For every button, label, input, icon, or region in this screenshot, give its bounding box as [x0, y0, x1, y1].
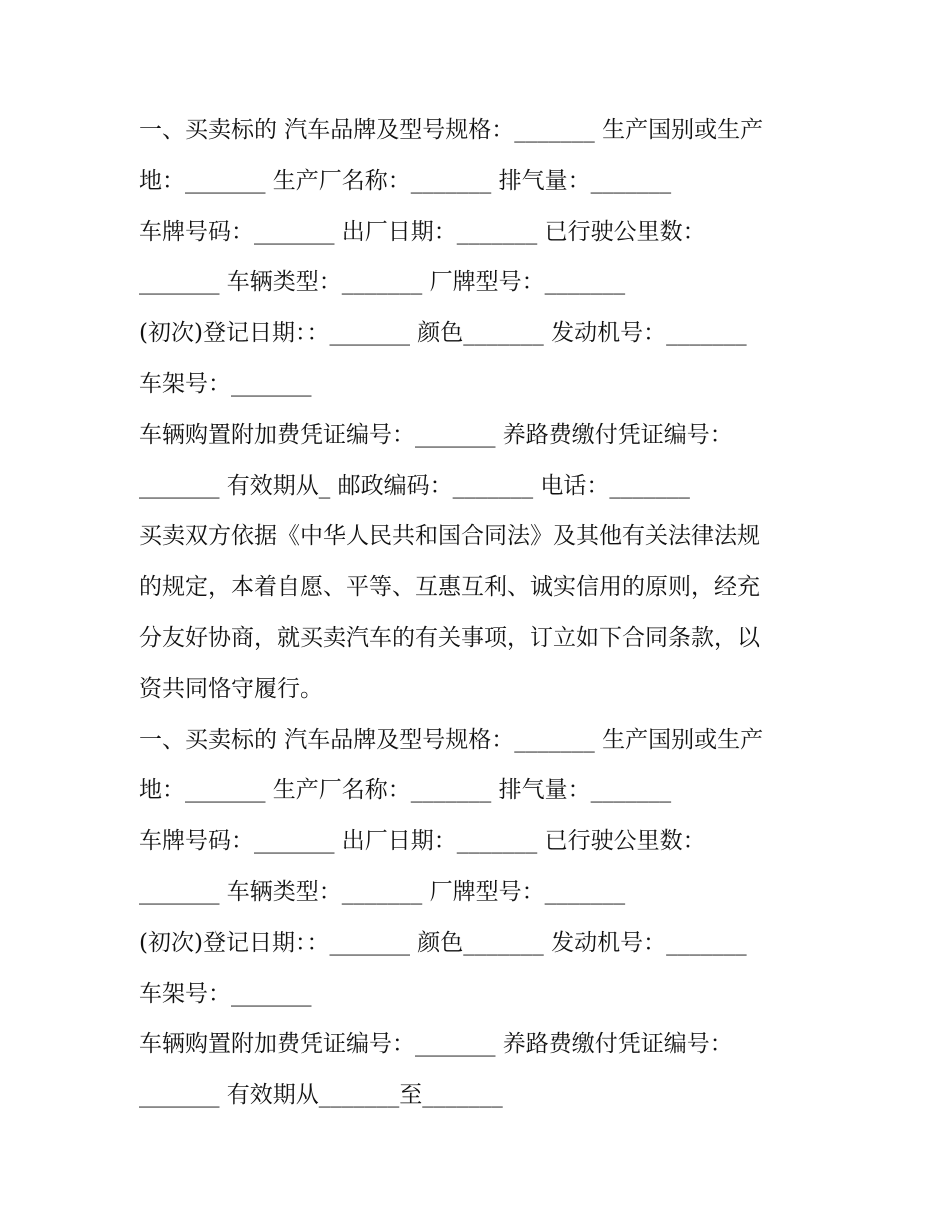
- text-line: 车辆购置附加费凭证编号：_______ 养路费缴付凭证编号：: [139, 421, 733, 448]
- text-line: 车牌号码：_______ 出厂日期：_______ 已行驶公里数：: [139, 828, 706, 855]
- text-line: 一、买卖标的 汽车品牌及型号规格：_______ 生产国别或生产: [139, 117, 764, 143]
- text-line: 一、买卖标的 汽车品牌及型号规格：_______ 生产国别或生产: [139, 726, 764, 753]
- text-line: 分友好协商，就买卖汽车的有关事项，订立如下合同条款，以: [139, 624, 760, 651]
- text-line: 地：_______ 生产厂名称：_______ 排气量：_______: [139, 167, 672, 194]
- text-line: 车辆购置附加费凭证编号：_______ 养路费缴付凭证编号：: [139, 1031, 733, 1058]
- text-line: (初次)登记日期：：_______ 颜色_______ 发动机号：_______: [139, 929, 747, 956]
- text-line: 资共同恪守履行。: [139, 675, 323, 702]
- text-line: 车牌号码：_______ 出厂日期：_______ 已行驶公里数：: [139, 218, 706, 245]
- text-line: 车架号：_______: [139, 370, 312, 397]
- text-line: 地：_______ 生产厂名称：_______ 排气量：_______: [139, 777, 672, 804]
- text-line: _______ 有效期从_______至_______: [139, 1082, 503, 1109]
- contract-text: [139, 105, 819, 1121]
- text-line: _______ 车辆类型：_______ 厂牌型号：_______: [139, 269, 626, 296]
- text-line: 买卖双方依据《中华人民共和国合同法》及其他有关法律法规: [139, 523, 760, 550]
- text-line: 车架号：_______: [139, 980, 312, 1007]
- text-line: 的规定，本着自愿、平等、互惠互利、诚实信用的原则，经充: [139, 574, 760, 601]
- text-line: (初次)登记日期：：_______ 颜色_______ 发动机号：_______: [139, 320, 747, 347]
- text-line: _______ 有效期从_ 邮政编码：_______ 电话：_______: [139, 472, 690, 499]
- text-line: _______ 车辆类型：_______ 厂牌型号：_______: [139, 878, 626, 905]
